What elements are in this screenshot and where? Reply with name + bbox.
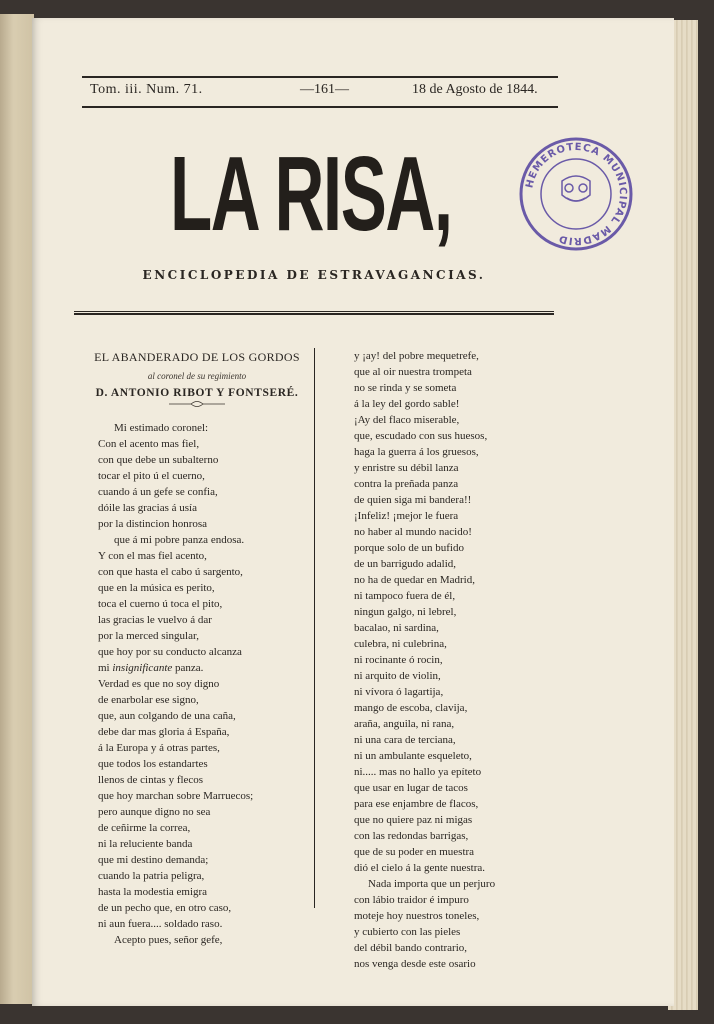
poem-line: Nada importa que un perjuro (368, 878, 496, 890)
flourish-ornament-icon (80, 399, 314, 412)
poem-line: que á mi pobre panza endosa. (114, 534, 245, 546)
poem-line: con lábio traidor é impuro (354, 894, 469, 906)
poem-line: con que debe un subalterno (98, 454, 219, 466)
poem-line: haga la guerra á los gruesos, (354, 446, 479, 458)
poem-line: que hoy por su conducto alcanza (98, 646, 242, 658)
poem-line: dió el cielo á la gente nuestra. (354, 862, 486, 874)
masthead-title: LA RISA, (170, 135, 452, 254)
poem-line: mango de escoba, clavija, (354, 702, 468, 714)
poem-line: y enristre su débil lanza (354, 462, 459, 474)
poem-line: cuando la patria peligra, (98, 870, 205, 882)
poem-line: que hoy marchan sobre Marruecos; (98, 790, 254, 802)
poem-line: que usar en lugar de tacos (354, 782, 468, 794)
poem-line: de un pecho que, en otro caso, (98, 902, 232, 914)
poem-recipient: D. ANTONIO RIBOT Y FONTSERÉ. (95, 387, 299, 399)
poem-line: hasta la modestia emigra (98, 886, 208, 898)
poem-line: ni un ambulante esqueleto, (354, 750, 472, 762)
poem-line: del débil bando contrario, (354, 942, 468, 954)
poem-line: que mi destino demanda; (98, 854, 209, 866)
poem-line: á la ley del gordo sable! (354, 398, 460, 410)
poem-line: nos venga desde este osario (354, 958, 476, 970)
poem-line: que en la música es perito, (98, 582, 215, 594)
poem-line: no ha de quedar en Madrid, (354, 574, 475, 586)
poem-line: con las redondas barrigas, (354, 830, 469, 842)
poem-line: por la merced singular, (98, 630, 199, 642)
masthead-subtitle: ENCICLOPEDIA DE ESTRAVAGANCIAS. (142, 268, 486, 282)
poem-line: contra la preñada panza (354, 478, 459, 490)
poem-line: que no quiere paz ni migas (354, 814, 473, 826)
newspaper-page (32, 18, 674, 1006)
poem-line: cuando á un gefe se confia, (98, 486, 218, 498)
stamp-text: HEMEROTECA MUNICIPAL MADRID (524, 141, 629, 247)
poem-line: llenos de cintas y flecos (98, 774, 204, 786)
poem-line: porque solo de un bufido (354, 542, 464, 554)
poem-line: araña, anguila, ni rana, (354, 718, 455, 730)
poem-title: EL ABANDERADO DE LOS GORDOS (94, 350, 300, 364)
poem-line: culebra, ni culebrina, (354, 638, 447, 650)
poem-line: de enarbolar ese signo, (98, 694, 199, 706)
poem-column-right (328, 348, 558, 972)
poem-line: que de su poder en muestra (354, 846, 475, 858)
poem-line: Con el acento mas fiel, (98, 438, 200, 450)
issue-date: 18 de Agosto de 1844. (412, 82, 538, 97)
poem-line: las gracias le vuelvo á dar (98, 614, 212, 626)
page-number: —161— (300, 82, 349, 97)
poem-line: debe dar mas gloria á España, (98, 726, 230, 738)
coat-of-arms-icon (562, 176, 590, 201)
poem-lines-right (328, 348, 558, 972)
poem-line: y cubierto con las pieles (354, 926, 461, 938)
poem-line: ningun galgo, ni lebrel, (354, 606, 457, 618)
poem-dedication: al coronel de su regimiento (147, 371, 247, 381)
poem-line: de ceñirme la correa, (98, 822, 191, 834)
poem-line: pero aunque digno no sea (98, 806, 211, 818)
poem-line: ni vívora ó lagartija, (354, 686, 444, 698)
poem-line: de un barrigudo adalid, (354, 558, 457, 570)
svg-text:HEMEROTECA MUNICIPAL MADRID (524, 142, 628, 246)
issue-header (82, 76, 558, 108)
poem-line: para ese enjambre de flacos, (354, 798, 479, 810)
poem-line: que al oir nuestra trompeta (354, 366, 472, 378)
poem-line: ¡Ay del flaco miserable, (354, 414, 460, 426)
poem-line: mi insignificante panza. (98, 662, 204, 674)
poem-line: Y con el mas fiel acento, (98, 550, 207, 562)
poem-line: dóile las gracias á usía (98, 502, 197, 514)
poem-lines-left (80, 420, 314, 948)
poem-column-left (80, 348, 314, 948)
poem-line: ni rocinante ó rocin, (354, 654, 443, 666)
poem-line: que, escudado con sus huesos, (354, 430, 488, 442)
poem-line: que todos los estandartes (98, 758, 208, 770)
poem-line: no se rinda y se someta (354, 382, 457, 394)
poem-line: ni..... mas no hallo ya epíteto (354, 766, 482, 778)
column-divider (314, 348, 315, 908)
poem-line: de quien siga mi bandera!! (354, 494, 472, 506)
poem-line: moteje hoy nuestros toneles, (354, 910, 480, 922)
poem-line: ni tampoco fuera de él, (354, 590, 456, 602)
poem-line: que, aun colgando de una caña, (98, 710, 236, 722)
volume-number: Tom. iii. Num. 71. (90, 82, 203, 97)
poem-line: no haber al mundo nacido! (354, 526, 472, 538)
book-spine (0, 14, 34, 1004)
poem-line: toca el cuerno ú toca el pito, (98, 598, 223, 610)
poem-line: tocar el pito ú el cuerno, (98, 470, 205, 482)
masthead-rule (74, 311, 554, 315)
poem-line: ni arquito de violin, (354, 670, 441, 682)
poem-line: Mi estimado coronel: (114, 422, 209, 434)
poem-line: Acepto pues, señor gefe, (114, 934, 223, 946)
poem-line: con que hasta el cabo ú sargento, (98, 566, 243, 578)
poem-line: por la distincion honrosa (98, 518, 208, 530)
poem-line: Verdad es que no soy digno (98, 678, 220, 690)
poem-line: ni aun fuera.... soldado raso. (98, 918, 223, 930)
poem-line: ni la reluciente banda (98, 838, 193, 850)
poem-line: á la Europa y á otras partes, (98, 742, 220, 754)
poem-line: ¡Infeliz! ¡mejor le fuera (354, 510, 459, 522)
poem-line: y ¡ay! del pobre mequetrefe, (354, 350, 479, 362)
poem-line: bacalao, ni sardina, (354, 622, 439, 634)
library-stamp (517, 136, 635, 252)
poem-line: ni una cara de terciana, (354, 734, 456, 746)
